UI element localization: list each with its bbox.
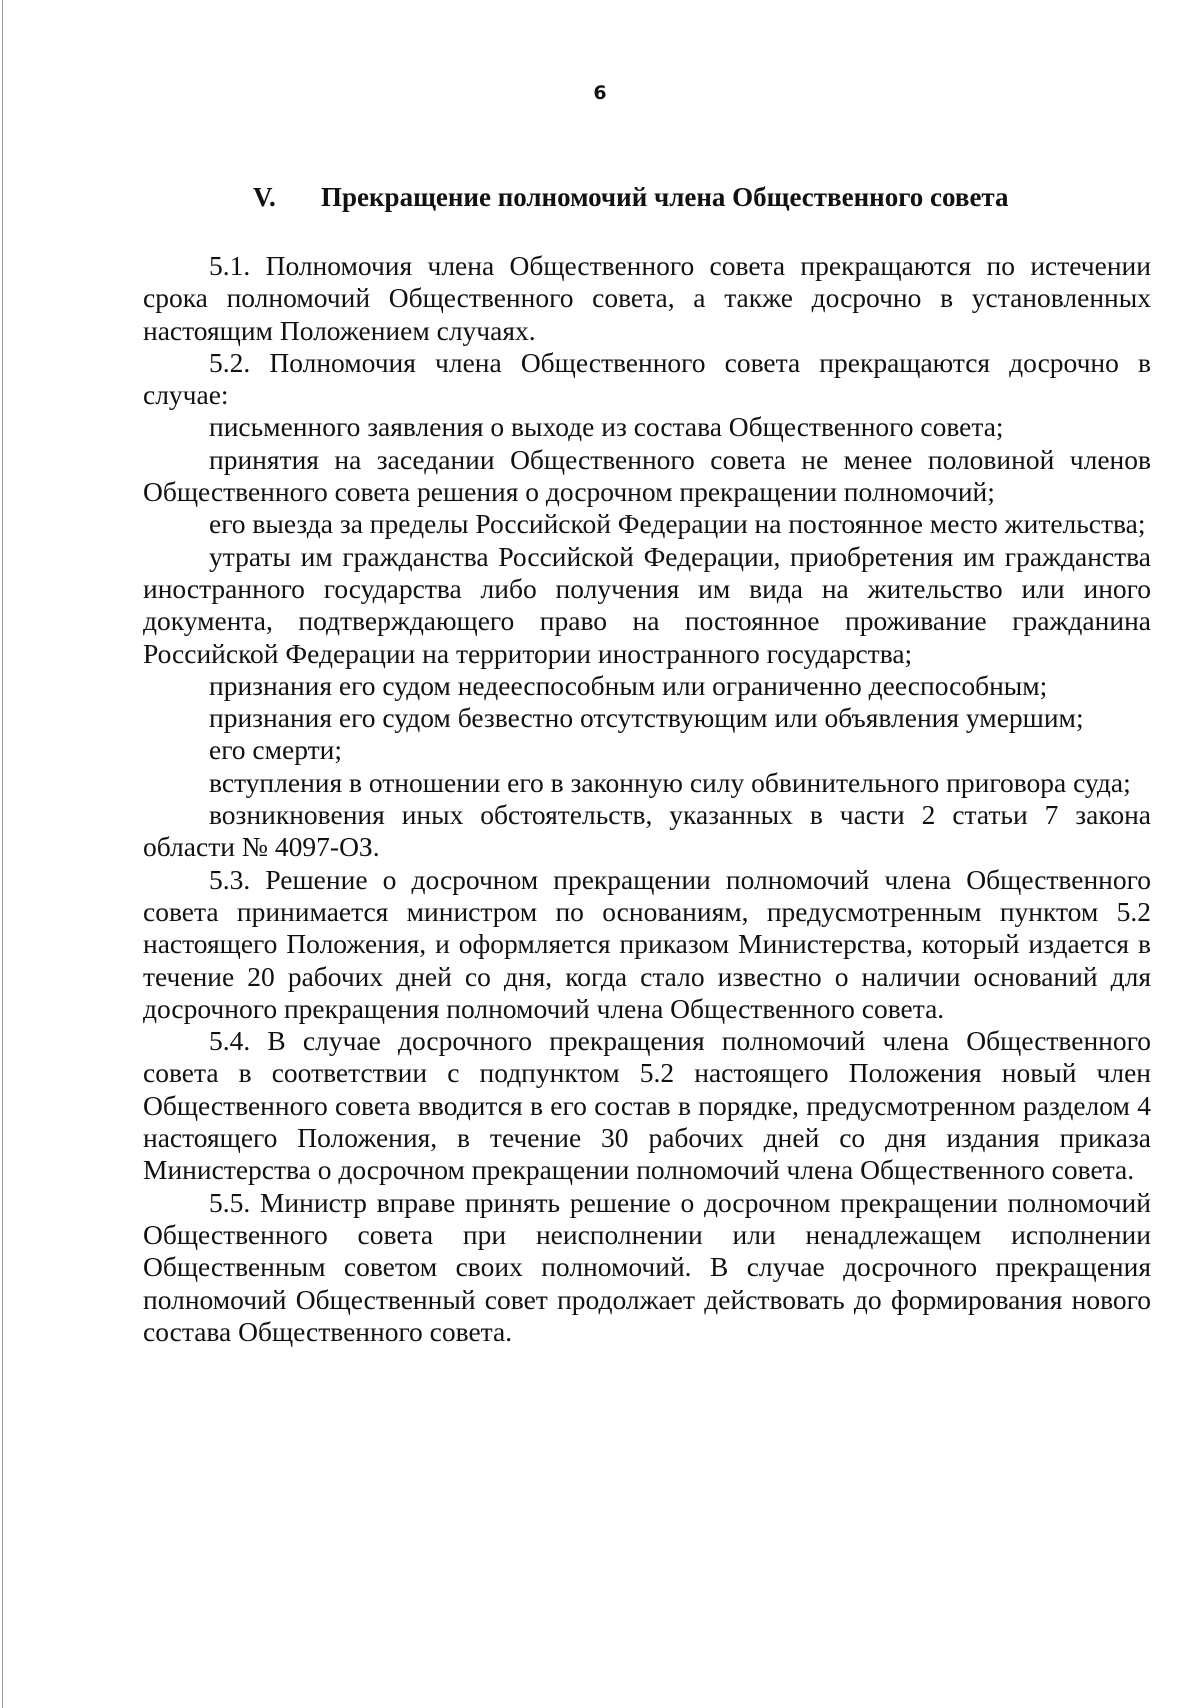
list-item-conviction: вступления в отношении его в законную силу обвинительного приговора суда;	[209, 766, 1131, 798]
paragraph-5-5: 5.5. Министр вправе принять решение о досрочном прекращении полномочий Общественного совета при неисполнении или ненадлежащем исполнении Общественным советом своих полномочий. В случае досрочного прекращения полномочий Общественный совет продолжает действовать до формирования нового состава Общественного совета.	[143, 1186, 1151, 1347]
list-item-citizenship-loss: утраты им гражданства Российской Федерации, приобретения им гражданства иностранного государства либо получения им вида на жительство или иного документа, подтверждающего право на постоянное проживание гражданина Российской Федерации на территории иностранного государства;	[143, 540, 1151, 669]
list-item-council-decision: принятия на заседании Общественного совета не менее половиной членов Общественного совета решения о досрочном прекращении полномочий;	[143, 443, 1151, 508]
paragraph-5-2: 5.2. Полномочия члена Общественного совета прекращаются досрочно в случае:	[143, 346, 1151, 411]
list-item-written-statement: письменного заявления о выходе из состава Общественного совета;	[209, 411, 1004, 443]
list-item-death: его смерти;	[209, 734, 343, 766]
list-item-departure: его выезда за пределы Российской Федерации на постоянное место жительства;	[209, 508, 1146, 540]
section-number: V.	[253, 182, 276, 212]
page-number: 6	[593, 82, 607, 104]
paragraph-5-1: 5.1. Полномочия члена Общественного совета прекращаются по истечении срока полномочий Общественного совета, а также досрочно в установленных настоящим Положением случаях.	[143, 250, 1151, 346]
list-item-incapacity: признания его судом недееспособным или ограниченно дееспособным;	[209, 669, 1048, 701]
list-item-missing-or-deceased: признания его судом безвестно отсутствующим или объявления умершим;	[209, 702, 1084, 734]
paragraph-5-3: 5.3. Решение о досрочном прекращении полномочий члена Общественного совета принимается министром по основаниям, предусмотренным пунктом 5.2 настоящего Положения, и оформляется приказом Министерства, который издается в течение 20 рабочих дней со дня, когда стало известно о наличии оснований для досрочного прекращения полномочий члена Общественного совета.	[143, 863, 1151, 1024]
section-title: Прекращение полномочий члена Общественного совета	[321, 182, 1009, 212]
document-body	[143, 250, 1151, 1348]
scan-edge-line	[2, 0, 3, 1708]
paragraph-5-4: 5.4. В случае досрочного прекращения полномочий члена Общественного совета в соответствии с подпунктом 5.2 настоящего Положения новый член Общественного совета вводится в его состав в порядке, предусмотренном разделом 4 настоящего Положения, в течение 30 рабочих дней со дня издания приказа Министерства о досрочном прекращении полномочий члена Общественного совета.	[143, 1025, 1151, 1186]
section-heading	[253, 182, 1009, 213]
list-item-other-circumstances: возникновения иных обстоятельств, указанных в части 2 статьи 7 закона области № 4097-ОЗ.	[143, 799, 1151, 863]
